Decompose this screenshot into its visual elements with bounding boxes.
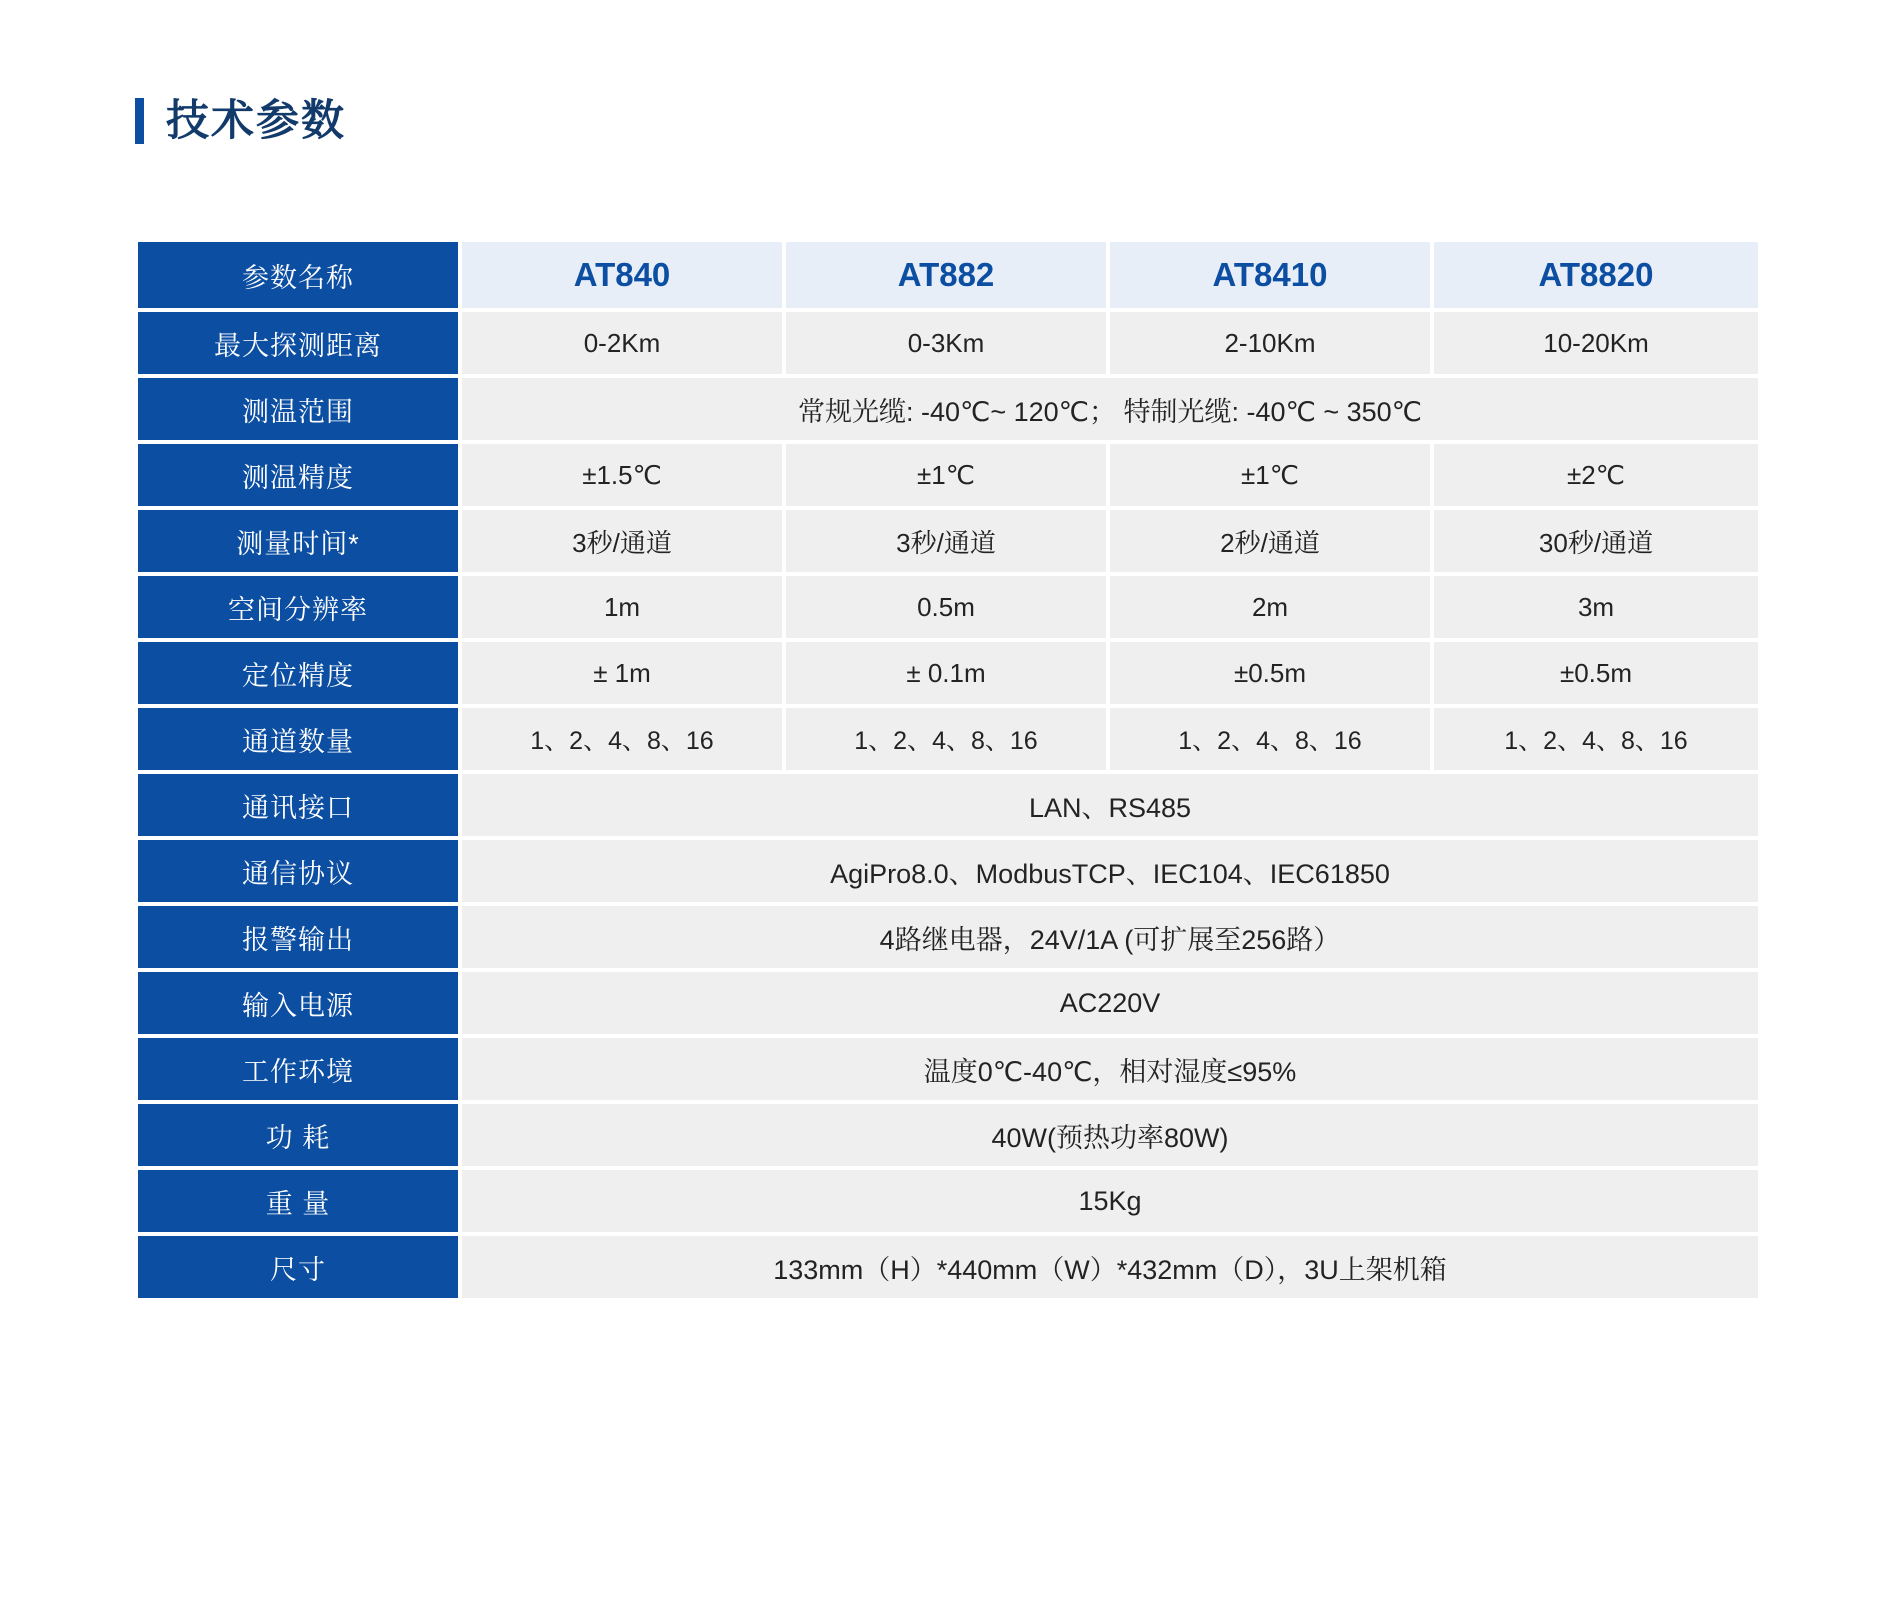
row-value: 1、2、4、8、16 <box>786 708 1110 770</box>
row-value: 2秒/通道 <box>1110 510 1434 572</box>
row-value-merged: 常规光缆: -40℃~ 120℃； 特制光缆: -40℃ ~ 350℃ <box>462 378 1758 440</box>
table-row <box>138 1236 1758 1298</box>
row-label: 定位精度 <box>138 642 462 704</box>
row-value: 3秒/通道 <box>786 510 1110 572</box>
row-label: 测温精度 <box>138 444 462 506</box>
table-row <box>138 576 1758 638</box>
row-value-merged: 40W(预热功率80W) <box>462 1104 1758 1166</box>
row-value: 0.5m <box>786 576 1110 638</box>
row-value: ± 1m <box>462 642 786 704</box>
row-value-merged: 133mm（H）*440mm（W）*432mm（D），3U上架机箱 <box>462 1236 1758 1298</box>
row-value: ±0.5m <box>1434 642 1758 704</box>
row-value: ±1℃ <box>1110 444 1434 506</box>
row-value: 1、2、4、8、16 <box>1110 708 1434 770</box>
header-model-at8820: AT8820 <box>1434 242 1758 308</box>
table-header-row <box>138 242 1758 308</box>
row-value: 2-10Km <box>1110 312 1434 374</box>
row-value: 30秒/通道 <box>1434 510 1758 572</box>
header-model-at8410: AT8410 <box>1110 242 1434 308</box>
row-value-merged: 温度0℃-40℃，相对湿度≤95% <box>462 1038 1758 1100</box>
row-label: 测量时间* <box>138 510 462 572</box>
row-value: 1、2、4、8、16 <box>462 708 786 770</box>
technical-parameters-table <box>138 238 1758 1302</box>
table-row <box>138 840 1758 902</box>
table-row <box>138 774 1758 836</box>
row-value: 0-2Km <box>462 312 786 374</box>
row-value: ±0.5m <box>1110 642 1434 704</box>
row-value: ± 0.1m <box>786 642 1110 704</box>
row-label: 报警输出 <box>138 906 462 968</box>
page-title-text: 技术参数 <box>166 96 346 145</box>
table-row <box>138 444 1758 506</box>
row-value: ±2℃ <box>1434 444 1758 506</box>
header-model-at840: AT840 <box>462 242 786 308</box>
table-row <box>138 1038 1758 1100</box>
row-label: 空间分辨率 <box>138 576 462 638</box>
row-label: 通信协议 <box>138 840 462 902</box>
header-model-at882: AT882 <box>786 242 1110 308</box>
table-row <box>138 708 1758 770</box>
table-row <box>138 378 1758 440</box>
table-row <box>138 510 1758 572</box>
table-row <box>138 906 1758 968</box>
row-label: 重 量 <box>138 1170 462 1232</box>
row-label: 最大探测距离 <box>138 312 462 374</box>
table-row <box>138 972 1758 1034</box>
row-value: 1m <box>462 576 786 638</box>
row-value: 3m <box>1434 576 1758 638</box>
row-label: 输入电源 <box>138 972 462 1034</box>
table-row <box>138 1104 1758 1166</box>
table-row <box>138 642 1758 704</box>
table-row <box>138 1170 1758 1232</box>
row-label: 功 耗 <box>138 1104 462 1166</box>
row-value: 1、2、4、8、16 <box>1434 708 1758 770</box>
row-label: 通道数量 <box>138 708 462 770</box>
row-label: 测温范围 <box>138 378 462 440</box>
row-value: 10-20Km <box>1434 312 1758 374</box>
row-value-merged: AC220V <box>462 972 1758 1034</box>
row-value-merged: LAN、RS485 <box>462 774 1758 836</box>
row-value: 2m <box>1110 576 1434 638</box>
row-value: 3秒/通道 <box>462 510 786 572</box>
row-label: 工作环境 <box>138 1038 462 1100</box>
row-value-merged: AgiPro8.0、ModbusTCP、IEC104、IEC61850 <box>462 840 1758 902</box>
row-label: 通讯接口 <box>138 774 462 836</box>
row-value-merged: 15Kg <box>462 1170 1758 1232</box>
table-body <box>138 242 1758 1298</box>
row-label: 尺寸 <box>138 1236 462 1298</box>
row-value: ±1.5℃ <box>462 444 786 506</box>
table-row <box>138 312 1758 374</box>
title-accent-bar <box>135 98 144 144</box>
header-parameter-name: 参数名称 <box>138 242 462 308</box>
row-value: 0-3Km <box>786 312 1110 374</box>
row-value: ±1℃ <box>786 444 1110 506</box>
row-value-merged: 4路继电器，24V/1A (可扩展至256路） <box>462 906 1758 968</box>
page-title <box>135 98 346 144</box>
